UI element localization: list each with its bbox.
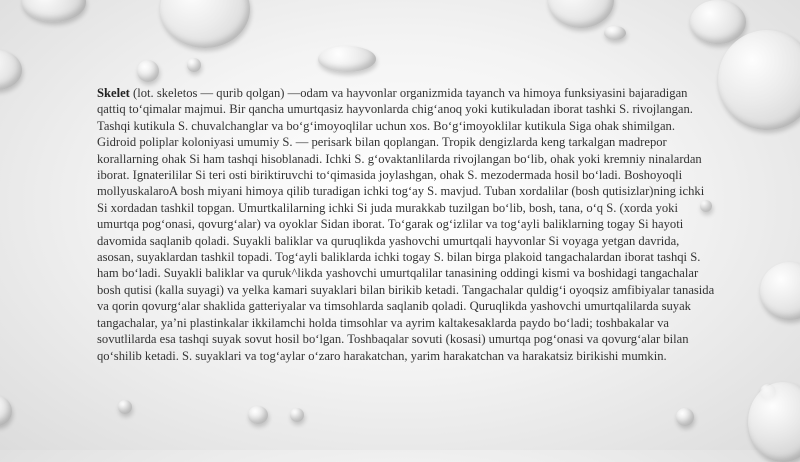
water-droplet <box>137 60 159 82</box>
definition-text: (lot. skeletos — qurib qolgan) —odam va hayvonlar organizmida tayanch va himoya funksiyasini bajaradigan qattiq toʻqimalar majmui. Bir qancha umurtqasiz hayvonlarda chigʻanoq yoki kutikuladan iborat tashki S. rivojlangan. Tashqi kutikula S. chuvalchanglar va boʻgʻimoyoqlilar uchun xos. Boʻgʻimoyoklilar kutikula Siga ohak shimilgan. Gidroid poliplar koloniyasi umumiy S. — perisark bilan qoplangan. Tropik dengizlarda keng tarkalgan madrepor korallarning ohak Si ham tashqi hisoblanadi. Ichki S. gʻovaktanlilarda rivojlangan boʻlib, ohak yoki kremniy ninalardan iborat. Ignaterililar Si teri osti biriktiruvchi toʻqimasida joylashgan, ohak S. mezodermada hosil boʻladi. Boshoyoqli mollyuskalaroA bosh miyani himoya qilib turadigan ichki togʻay S. mavjud. Tuban xordalilar (bosh qutisizlar)ning ichki Si xordadan tashkil topgan. Umurtkalilarning ichki Si juda murakkab tuzilgan boʻlib, bosh, tana, oʻq S. (xorda yoki umurtqa pogʻonasi, qovurgʻalar) va oyoklar Sidan iborat. Toʻgarak ogʻizlilar va togʻayli baliklarning togay Si hayoti davomida saqlanib qoladi. Suyakli baliklar va quruqlikda yashovchi umurtqali hayvonlar Si voyaga yetgan davrida, asosan, suyaklardan tashkil topadi. Togʻayli baliklarda ichki togay S. bilan birga plakoid tangachalardan iborat tashqi S. ham boʻladi. Suyakli baliklar va quruk^likda yashovchi umurtqalilar tanasining oddingi kismi va boshidagi tangachalar bosh qutisi (kalla suyagi) va yelka kamari suyaklari bilan birikib ketadi. Tangachalar quldigʻi oyoqsiz amfibiyalar tanasida va qorin qovurgʻalar shaklida gatteriyalar va timsohlarda saqlanib qoladi. Quruqlikda yashovchi umurtqalilarda suyak tangachalar, yaʼni plastinkalar ikkilamchi holda timsohlar va ayrim kaltakesaklarda paydo boʻladi; toshbakalar va sovutlilarda esa tashqi suyak sovut hosil boʻlgan. Toshbaqalar sovuti (kosasi) umurtqa pogʻonasi va qovurgʻalar bilan qoʻshilib ketadi. S. suyaklari va togʻaylar oʻzaro harakatchan, yarim harakatchan va harakatsiz birikishi mumkin. <box>97 86 715 363</box>
water-droplet <box>0 50 22 90</box>
water-droplet <box>22 0 86 22</box>
slide-body-text <box>97 85 717 364</box>
water-droplet <box>548 0 614 28</box>
water-droplet <box>0 396 12 426</box>
water-droplet <box>690 0 746 44</box>
water-droplet <box>604 26 626 40</box>
water-droplet <box>160 0 250 48</box>
water-droplet <box>118 400 132 414</box>
water-droplet <box>748 382 800 462</box>
water-droplet <box>318 46 376 72</box>
water-droplet <box>187 58 201 72</box>
water-droplet <box>760 262 800 320</box>
term-heading: Skelet <box>97 86 130 100</box>
water-droplet <box>718 30 800 130</box>
water-droplet <box>290 408 304 422</box>
water-droplet <box>676 408 694 426</box>
water-droplet <box>248 406 268 424</box>
